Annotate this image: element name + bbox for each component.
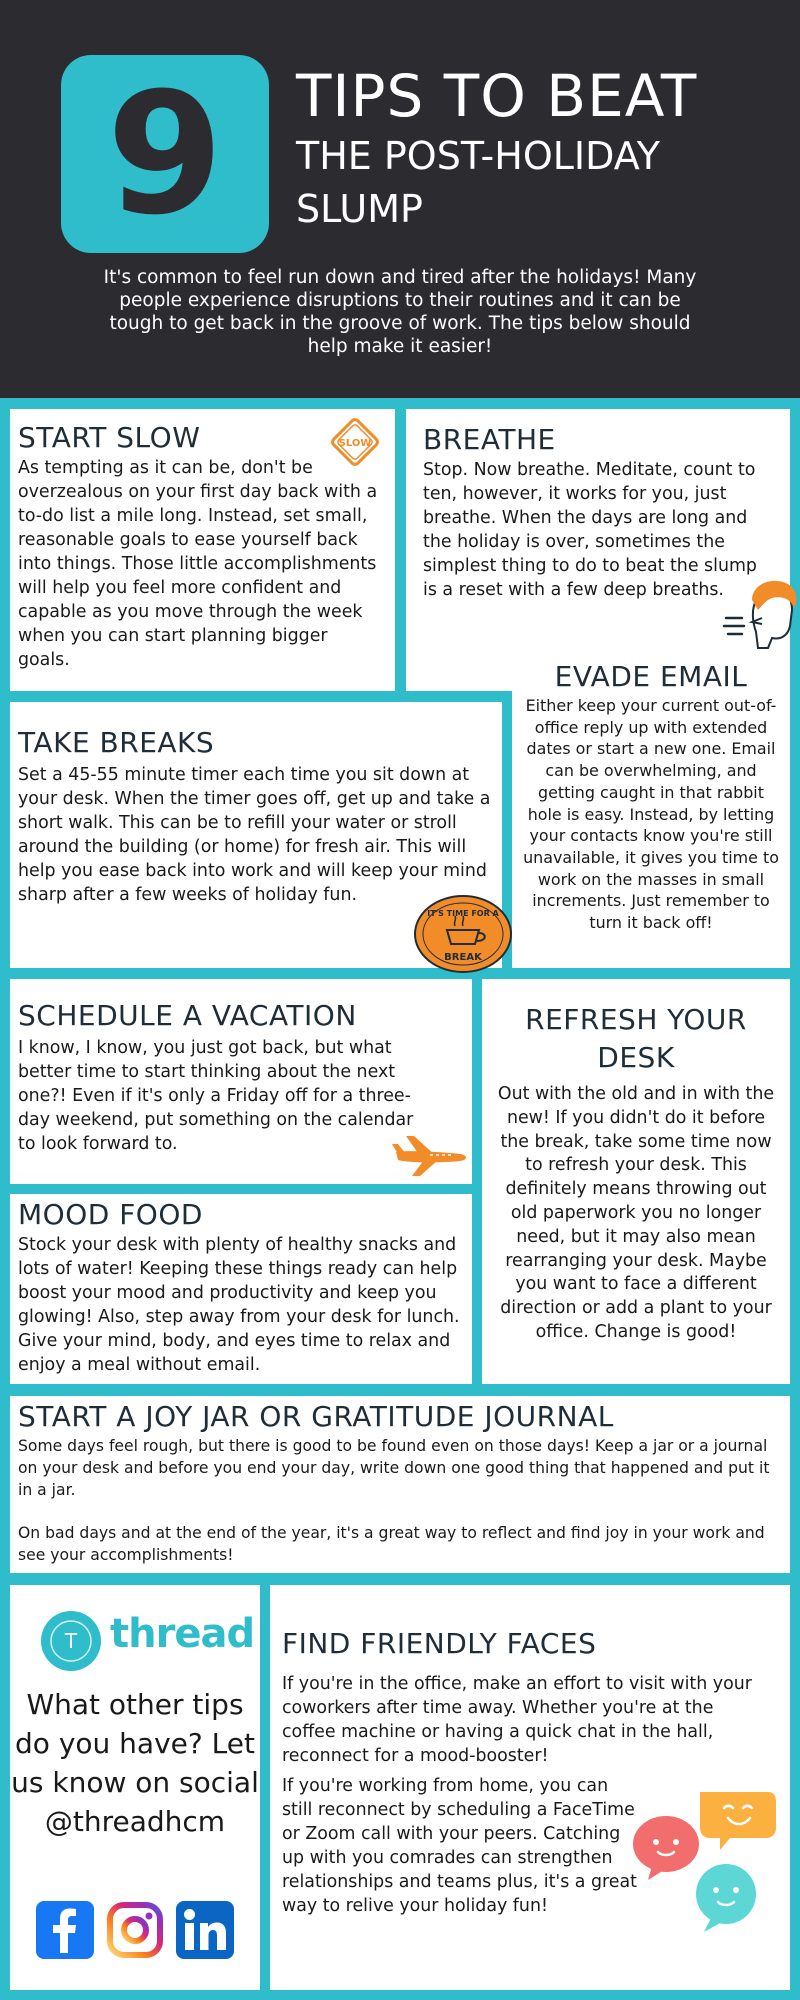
tip-body: If you're working from home, you can still reconnect by scheduling a FaceTime or Zoom call with your peers. Catching up with you comrades can strengthen relationships and teams plus, it's a great way to relive your holiday fun!: [282, 1776, 637, 1916]
tip-title: EVADE EMAIL: [554, 660, 748, 693]
linkedin-icon[interactable]: [176, 1901, 234, 1959]
slow-sign-label: SLOW: [338, 438, 372, 449]
header-banner: [0, 0, 800, 398]
tip-title: SCHEDULE A VACATION: [18, 999, 357, 1032]
badge-top-text: IT'S TIME FOR A: [427, 909, 499, 918]
title-line-1: TIPS TO BEAT: [296, 62, 698, 130]
social-question: What other tips do you have? Let us know on social @threadhcm: [11, 1688, 259, 1838]
tip-body: Some days feel rough, but there is good to be found even on those days! Keep a jar or a journal on your desk and before you end your day, write down one good thing that happened and put it in a jar.: [18, 1437, 770, 1499]
thread-logo-wordmark: thread: [110, 1611, 255, 1657]
tip-body: Stop. Now breathe. Meditate, count to ten, however, it works for you, just breathe. When the days are long and the holiday is over, sometimes the simplest thing to do to beat the slump is a reset with a few deep breaths.: [423, 460, 757, 600]
tip-title: MOOD FOOD: [18, 1198, 203, 1231]
tip-body: I know, I know, you just got back, but what better time to start thinking about the next one?! Even if it's only a Friday off for a three-day weekend, put something on the calendar to look forward to.: [18, 1038, 414, 1154]
tip-title: FIND FRIENDLY FACES: [282, 1627, 597, 1660]
tip-body: Out with the old and in with the new! If you didn't do it before the break, take some time now to refresh your desk. This definitely means throwing out old paperwork you no longer need, but it may also mean rearranging your desk. Maybe you want to face a different direction or add a plant to your office. Change is good!: [497, 1084, 775, 1342]
tip-joy-jar: [10, 1396, 790, 1573]
tip-title: TAKE BREAKS: [18, 726, 215, 759]
break-time-badge-icon: [413, 894, 513, 974]
tip-title: REFRESH YOUR DESK: [525, 1003, 747, 1074]
slow-sign-icon: [329, 416, 381, 468]
thread-t-icon: [41, 1611, 101, 1671]
breathing-face-icon: [722, 574, 800, 652]
tip-body: Stock your desk with plenty of healthy snacks and lots of water! Keeping these things ready can help boost your mood and productivity and keep you glowing! Also, step away from your desk for lunch. Give your mind, body, and eyes time to relax and enjoy a meal without email.: [18, 1235, 460, 1375]
tip-body: Set a 45-55 minute timer each time you sit down at your desk. When the timer goes off, get up and take a short walk. This can be to refill your water or stroll around the building (or home) for fresh air. This will help you ease back into work and will keep your mind sharp after a few weeks of holiday fun.: [18, 765, 491, 905]
tip-body: If you're in the office, make an effort to visit with your coworkers after time away. Whether you're at the coffee machine or having a quick chat in the hall, reconnect for a mood-booster!: [282, 1674, 752, 1766]
tip-title: START SLOW: [18, 421, 201, 454]
tip-refresh-desk: [482, 979, 790, 1384]
thread-logo-mark: [41, 1611, 101, 1671]
title-line-2: THE POST-HOLIDAY SLUMP: [296, 134, 660, 231]
instagram-icon[interactable]: [106, 1901, 164, 1959]
facebook-icon[interactable]: [36, 1901, 94, 1959]
social-card: [10, 1585, 260, 1990]
tip-body: Either keep your current out-of-office reply up with extended dates or start a new one. Email can be overwhelming, and getting caught in that rabbit hole is easy. Instead, by letting your contacts know you're still unavailable, it gives you time to work on the masses in small increments. Just remember to turn it back off!: [523, 696, 779, 933]
airplane-icon: [390, 1130, 470, 1180]
tip-title: START A JOY JAR OR GRATITUDE JOURNAL: [18, 1400, 614, 1433]
tip-title: BREATHE: [423, 423, 556, 456]
badge-bottom-text: BREAK: [444, 952, 482, 963]
intro-text: It's common to feel run down and tired after the holidays! Many people experience disruptions to their routines and it can be tough to get back in the groove of work. The tips below should help make it easier!: [103, 267, 697, 357]
tip-evade-email: [512, 654, 790, 968]
tip-body: On bad days and at the end of the year, it's a great way to reflect and find joy in your work and see your accomplishments!: [18, 1524, 765, 1564]
logo-letter: T: [64, 1629, 78, 1653]
number-badge: [61, 55, 269, 253]
tip-body: As tempting as it can be, don't be overzealous on your first day back with a to-do list a mile long. Instead, set small, reasonable goals to ease yourself back into things. Those little accomplishments will help you feel more confident and capable as you move through the week when you can start planning bigger goals.: [18, 458, 378, 670]
chat-bubbles-icon: [630, 1784, 780, 1934]
number-nine: 9: [106, 56, 224, 252]
tip-mood-food: [10, 1194, 472, 1384]
